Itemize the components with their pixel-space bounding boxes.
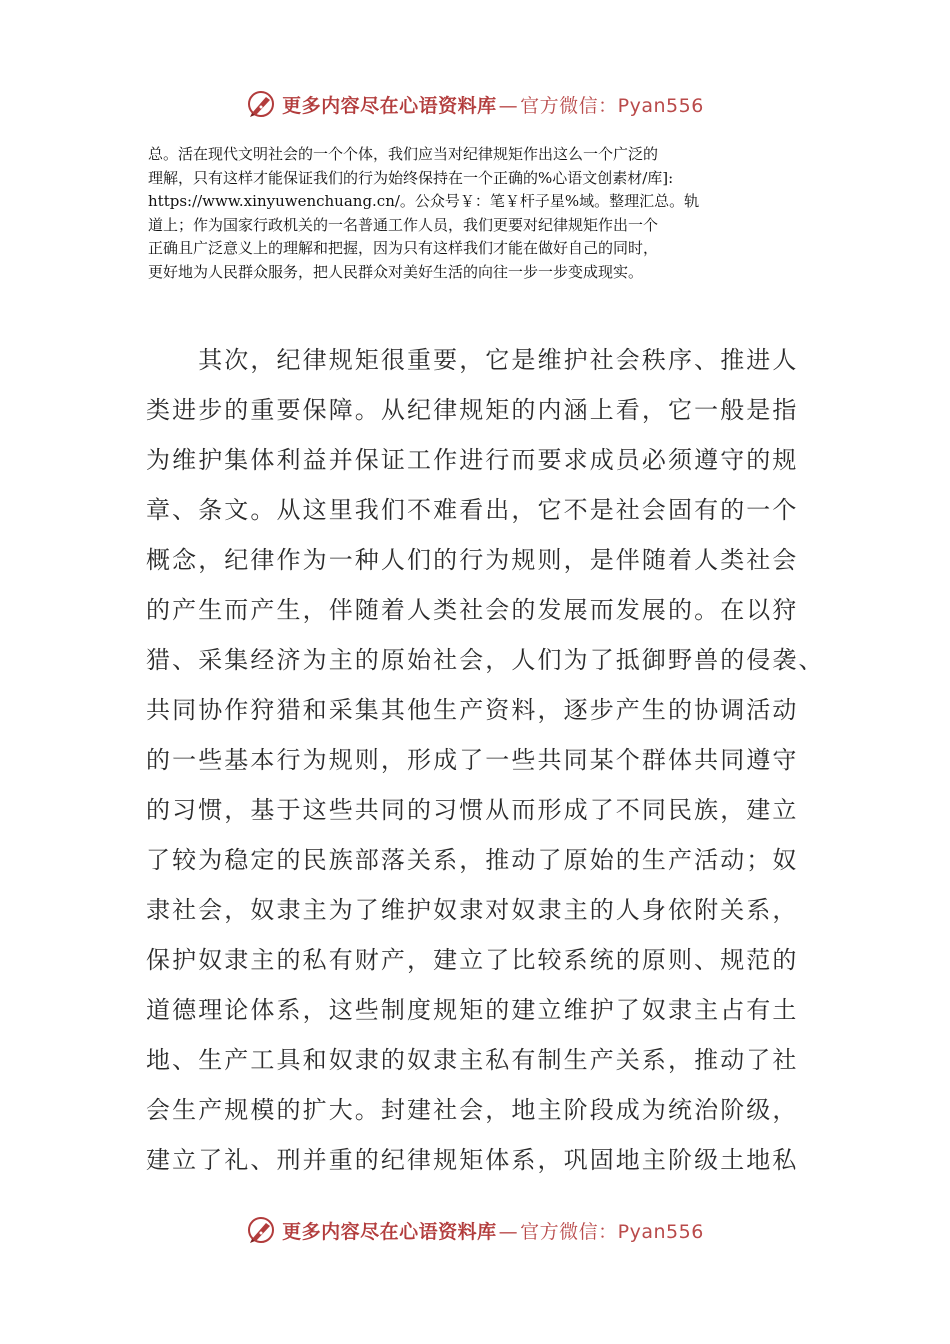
body-line: 共同协作狩猎和采集其他生产资料，逐步产生的协调活动 <box>146 696 799 724</box>
body-line: 的产生而产生，伴随着人类社会的发展而发展的。在以狩 <box>146 596 799 624</box>
pen-logo-icon <box>246 89 276 119</box>
banner-brand-text: 更多内容尽在心语资料库 <box>282 1220 497 1243</box>
body-line: 保护奴隶主的私有财产，建立了比较系统的原则、规范的 <box>146 946 799 974</box>
top-paragraph <box>148 143 808 284</box>
body-line: 章、条文。从这里我们不难看出，它不是社会固有的一个 <box>146 496 799 524</box>
top-paragraph-line: https://www.xinyuwenchuang.cn/。公众号￥：笔￥杆子星%域。整理汇总。轨 <box>148 192 700 210</box>
body-line: 为维护集体利益并保证工作进行而要求成员必须遵守的规 <box>146 446 799 474</box>
pen-logo-icon <box>246 1215 276 1245</box>
footer-banner <box>0 1210 950 1250</box>
body-line: 其次，纪律规矩很重要，它是维护社会秩序、推进人 <box>146 346 799 374</box>
body-line: 道德理论体系，这些制度规矩的建立维护了奴隶主占有土 <box>146 996 799 1024</box>
body-paragraph <box>146 335 825 1185</box>
banner-separator: — <box>498 94 519 117</box>
banner-text <box>282 1217 704 1244</box>
banner-wechat-text: 官方微信：Pyan556 <box>520 94 704 117</box>
banner-text <box>282 91 704 118</box>
body-line: 的习惯，基于这些共同的习惯从而形成了不同民族，建立 <box>146 796 799 824</box>
top-paragraph-line: 理解，只有这样才能保证我们的行为始终保持在一个正确的%心语文创素材/库]: <box>148 168 674 187</box>
body-line: 地、生产工具和奴隶的奴隶主私有制生产关系，推动了社 <box>146 1046 799 1074</box>
body-line: 概念，纪律作为一种人们的行为规则，是伴随着人类社会 <box>146 546 799 574</box>
header-banner <box>0 84 950 124</box>
banner-separator: — <box>498 1220 519 1243</box>
body-line: 建立了礼、刑并重的纪律规矩体系，巩固地主阶级土地私 <box>146 1146 799 1174</box>
top-paragraph-line: 更好地为人民群众服务，把人民群众对美好生活的向往一步一步变成现实。 <box>148 262 644 281</box>
top-paragraph-line: 正确且广泛意义上的理解和把握，因为只有这样我们才能在做好自己的同时， <box>148 239 659 257</box>
body-line: 会生产规模的扩大。封建社会，地主阶段成为统治阶级， <box>146 1096 799 1124</box>
body-line: 的一些基本行为规则，形成了一些共同某个群体共同遵守 <box>146 746 799 774</box>
top-paragraph-line: 道上；作为国家行政机关的一名普通工作人员，我们更要对纪律规矩作出一个 <box>148 215 659 234</box>
banner-brand-text: 更多内容尽在心语资料库 <box>282 94 497 117</box>
top-paragraph-line: 总。活在现代文明社会的一个个体，我们应当对纪律规矩作出这么一个广泛的 <box>148 145 659 163</box>
body-line: 猎、采集经济为主的原始社会，人们为了抵御野兽的侵袭、 <box>146 646 825 674</box>
body-line: 了较为稳定的民族部落关系，推动了原始的生产活动；奴 <box>146 846 799 874</box>
body-line: 类进步的重要保障。从纪律规矩的内涵上看，它一般是指 <box>146 396 799 424</box>
body-line: 隶社会，奴隶主为了维护奴隶对奴隶主的人身依附关系， <box>146 896 799 924</box>
banner-wechat-text: 官方微信：Pyan556 <box>520 1220 704 1243</box>
